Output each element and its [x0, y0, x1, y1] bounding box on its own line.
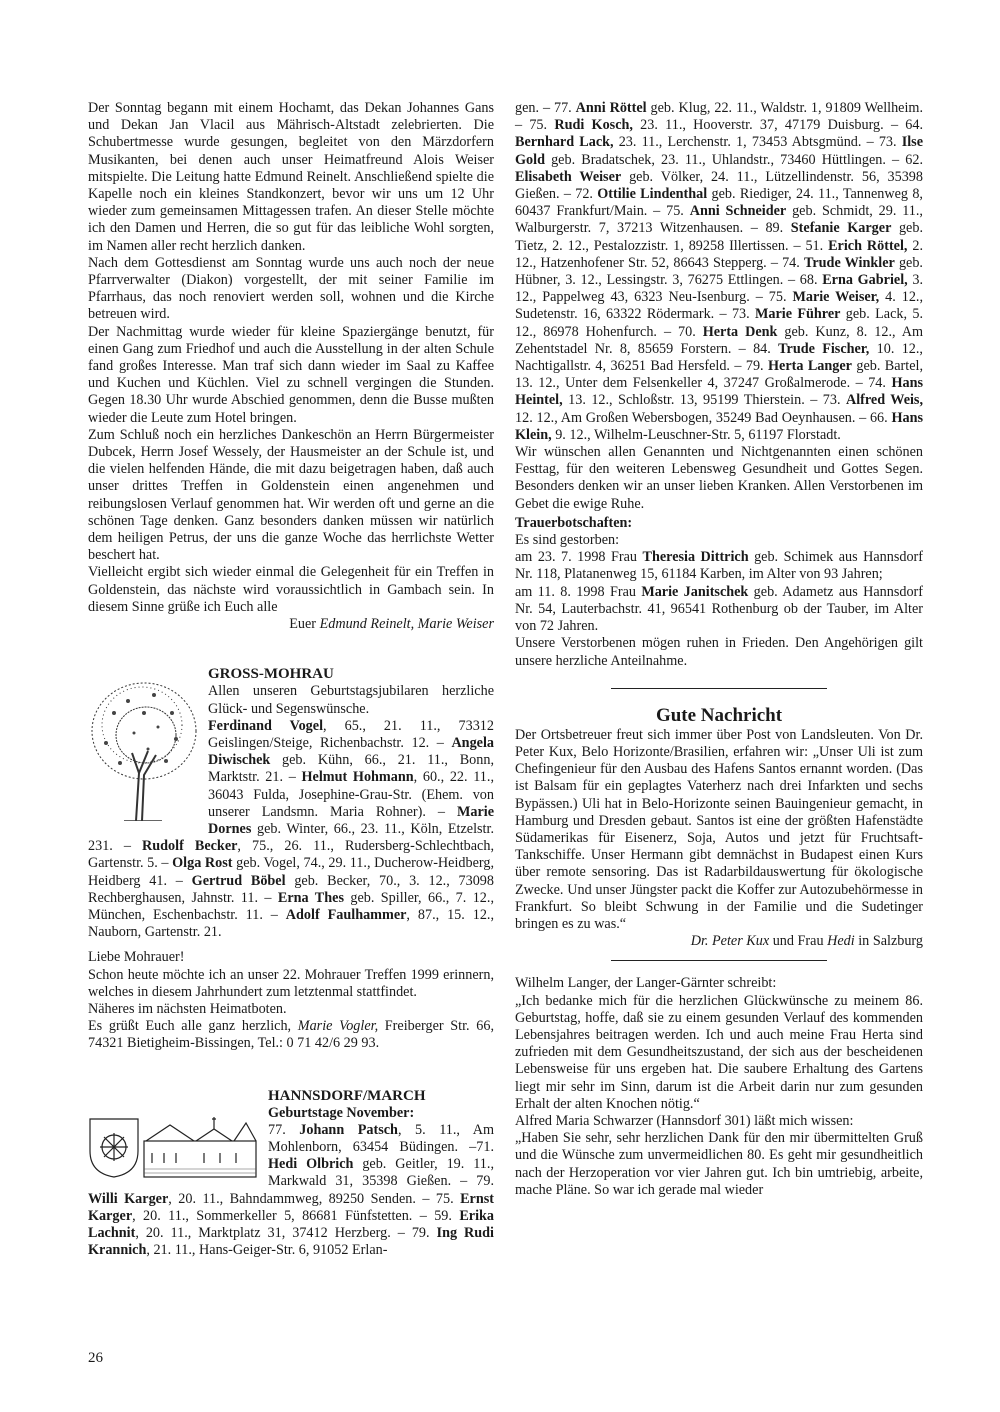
signature-prefix: Euer	[289, 616, 320, 633]
entry-details: , 21. 11., Hans-Geiger-Str. 6, 91052 Erlan-	[146, 1242, 388, 1259]
entry-details: geb. Lack, 5. 12., 86978 Hohenfurch. – 70.	[515, 306, 924, 340]
entry-name: Marie Dornes	[208, 803, 494, 837]
entry-name: Herta Denk	[702, 323, 778, 340]
entry-name: Erich Röttel,	[828, 237, 908, 254]
trauer-title: Trauerbotschaften:	[515, 514, 633, 531]
reunion-paragraph-1: Der Sonntag begann mit einem Hochamt, das Dekan Johannes Gans und Dekan Jan Vlacil aus Mährisch-Altstadt zelebrierten. Die Schubertmesse wurde gesungen, begleitet von den Märzdorfern Musikanten, bei denen auch unser Heimatfreund Alois Weiser mitspielte. Die Leitung hatte Edmund Reinelt. Anschließend spielte die Kapelle noch ein kleines Standkonzert, bevor wir uns um 12 Uhr wieder zum gemeinsamen Mittagessen trafen. An dieser Stelle möchte ich den Damen und Herren, die so gut für das leibliche Wohl sorgten, im Namen aller recht herzlich danken.	[88, 100, 494, 254]
reunion-paragraph-4: Zum Schluß noch ein herzliches Dankeschön an Herrn Bürgermeister Dubcek, Herrn Josef Wessely, der Hausmeister an der Schule ist, und die vielen helfenden Hände, die mit dazu beigetragen haben, daß auch unser drittes Treffen in Goldenstein einen angenehmen und reibungslosen Verlauf genommen hat. Wir werden oft und gerne an die schönen Tage denken. Ganz besonders danken müssen wir natürlich dem heiligen Petrus, der uns die ganze Woche das herrlichste Wetter beschert hat.	[88, 426, 494, 564]
gross-mohrau-intro: Allen unseren Geburtstagsjubilaren herzliche Glück- und Segenswünsche.	[208, 683, 494, 717]
reunion-signature	[88, 616, 494, 633]
entry-name: Alfred Weis,	[845, 392, 923, 409]
page-number: 26	[88, 1350, 103, 1366]
entry-details: geb. Bartel, 13. 12., Unter dem Felsenkeller 4, 37247 Großalmerode. – 74.	[515, 358, 923, 392]
entry-name: Anni Schneider	[689, 203, 787, 220]
signature-location: in Salzburg	[854, 933, 923, 950]
entry-details: 23. 11., Lerchenstr. 1, 73453 Abtsgmünd. – 73.	[613, 134, 902, 151]
entry-details: 2. 12., Hatzenhofener Str. 52, 86643 Stepperg. – 74.	[515, 237, 924, 271]
death-1-details: geb. Schimek aus Hannsdorf Nr. 118, Platanenweg 15, 61184 Karben, im Alter von 93 Jahren;	[515, 549, 923, 583]
entry-name: Ottilie Lindenthal	[597, 186, 708, 203]
greeting-text: Es grüßt Euch alle ganz herzlich,	[88, 1018, 298, 1035]
signature-name-2: Hedi	[827, 933, 855, 950]
entry-details: geb. Kühn, 66., 21. 11., Bonn, Marktstr. 21. –	[208, 752, 494, 786]
entry-name: Erika Lachnit	[88, 1207, 494, 1241]
gute-nachricht-title: Gute Nachricht	[655, 704, 783, 726]
condolence-paragraph: Unsere Verstorbenen mögen ruhen in Frieden. Den Angehörigen gilt unsere herzliche Anteilnahme.	[515, 635, 923, 669]
entry-details: geb. Vogel, 74., 29. 11., Ducherow-Heidberg, Heidberg 41. –	[88, 855, 495, 889]
death-1-date: am 23. 7. 1998 Frau	[515, 549, 643, 566]
death-2-name: Marie Janitschek	[641, 583, 749, 600]
entry-name: Ferdinand Vogel	[208, 717, 324, 734]
entry-details: 23. 11., Hooverstr. 37, 47179 Duisburg. – 64.	[632, 117, 924, 134]
schwarzer-quote: „Haben Sie sehr, sehr herzlichen Dank für den mir übermittelten Gruß und die Wünsche zum unvermeidlichen 80. Es geht mir gesundheitlich nach der Herzoperation vor vier Jahren gut. Ich bin umtriebig, arbeite, mache Pläne. So war ich gerade mal wieder	[515, 1130, 923, 1198]
reunion-paragraph-3: Der Nachmittag wurde wieder für kleine Spaziergänge benutzt, für einen Gang zum Friedhof und auch die Ausstellung in der alten Schule fand großes Interesse. Man traf sich dann wieder im Saal zu Kaffee und Kuchen und Küchlen. Viel zu schnell vergingen die Stunden. Gegen 18.30 Uhr wurde Abschied genommen, denn die Busse mußten wieder die Leute zum Hotel bringen.	[88, 323, 494, 426]
entry-details: 9. 12., Wilhelm-Leuschner-Str. 5, 61197 Florstadt.	[551, 426, 841, 443]
entry-name: Erna Gabriel,	[822, 272, 908, 289]
entry-age: 77.	[268, 1121, 300, 1138]
mohrauer-paragraph-3	[88, 1018, 494, 1052]
left-column	[88, 100, 494, 1259]
schwarzer-intro: Alfred Maria Schwarzer (Hannsdorf 301) läßt mich wissen:	[515, 1112, 854, 1129]
entry-name: Stefanie Karger	[790, 220, 892, 237]
entry-details: geb. Winter, 66., 23. 11., Köln, Etzelstr. 231. –	[88, 820, 494, 855]
entry-name: Gertrud Böbel	[191, 872, 286, 889]
entry-name: Ing Rudi Krannich	[88, 1224, 495, 1259]
entry-name: Trude Fischer,	[778, 340, 870, 357]
death-1-name: Theresia Dittrich	[642, 549, 749, 566]
entry-name: Helmut Hohmann	[301, 769, 414, 786]
reunion-paragraph-5: Vielleicht ergibt sich wieder einmal die Gelegenheit für ein Treffen in Goldenstein, das nächste wird voraussichtlich in Gambach sein. In diesem Sinne grüße ich Euch alle	[88, 564, 494, 615]
mohrauer-greeting: Liebe Mohrauer!	[88, 949, 185, 966]
signature-names: Edmund Reinelt, Marie Weiser	[319, 616, 494, 633]
entry-name: Hedi Olbrich	[268, 1156, 354, 1173]
birthday-list-continued	[515, 100, 923, 444]
entry-name: Angela Diwischek	[208, 734, 494, 769]
entry-details: , 60., 22. 11., 36043 Fulda, Josephine-Grau-Str. (Ehem. von unserer Landsmn. Maria Rohner). –	[208, 769, 494, 820]
entry-details: geb. Spiller, 66., 7. 12., München, Eschenbachstr. 11. –	[88, 889, 494, 923]
right-column	[515, 100, 923, 1199]
death-2-date: am 11. 8. 1998 Frau	[515, 583, 642, 600]
entry-details: geb. Riediger, 24. 11., Tannenweg 8, 60437 Frankfurt/Main. – 75.	[515, 186, 923, 220]
entry-name: Marie Führer	[755, 306, 841, 323]
entry-name: Rudi Kosch,	[554, 117, 633, 134]
entry-name: Rudolf Becker	[142, 838, 238, 855]
entry-name: Johann Patsch	[299, 1121, 398, 1138]
entry-details: geb. Bradatschek, 23. 11., Uhlandstr., 73460 Hüttlingen. – 62.	[544, 151, 923, 168]
mohrauer-paragraph-2: Näheres im nächsten Heimatboten.	[88, 1000, 287, 1017]
entry-details: geb. Klug, 22. 11., Waldstr. 1, 91809 Wellheim. – 75.	[515, 100, 923, 134]
coat-of-arms-and-town-illustration	[86, 1113, 262, 1179]
entry-name: Hans Klein,	[515, 409, 923, 443]
tree-illustration	[84, 673, 204, 821]
entry-details: , 20. 11., Bahndammweg, 89250 Senden. – 75.	[168, 1190, 461, 1207]
entry-name: Adolf Faulhammer	[285, 906, 407, 923]
hannsdorf-subtitle: Geburtstage November:	[268, 1104, 415, 1121]
entry-details: 13. 12., Schloßstr. 13, 95199 Thierstein. – 73.	[562, 392, 846, 409]
trauer-intro: Es sind gestorben:	[515, 532, 620, 549]
gute-nachricht-signature	[515, 933, 923, 950]
death-notice-2	[515, 584, 923, 636]
mohrauer-paragraph-1: Schon heute möchte ich an unser 22. Mohrauer Treffen 1999 erinnern, welches in diesem Jahrhundert zum letztenmal stattfindet.	[88, 966, 494, 1000]
entry-name: Anni Röttel	[575, 100, 647, 116]
hannsdorf-title: HANNSDORF/MARCH	[268, 1087, 426, 1104]
greeting-address: Freiberger Str. 66, 74321 Bietigheim-Bissingen, Tel.: 0 71 42/6 29 93.	[88, 1018, 494, 1052]
entry-name: Trude Winkler	[803, 254, 895, 271]
entry-details: geb. Kunz, 8. 12., Am Zehentstadel Nr. 8, 85659 Forstern. – 84.	[515, 323, 923, 357]
entry-details: , 5. 11., Am Mohlenborn, 63454 Büdingen. –71.	[268, 1121, 494, 1155]
gross-mohrau-title: GROSS-MOHRAU	[208, 666, 334, 683]
signature-name-1: Dr. Peter Kux	[690, 933, 770, 950]
entry-details: , 87., 15. 12., Nauborn, Gartenstr. 21.	[88, 906, 495, 941]
entry-details: geb. Geitler, 19. 11., Markwald 31, 35398 Gießen. – 79.	[268, 1156, 494, 1190]
langer-quote: „Ich bedanke mich für die herzlichen Glückwünsche zu meinem 86. Geburtstag, hoffe, daß sie zu einem gesunden Verlauf des kommenden Lebensjahres beitragen werden. Ich und auch meine Frau Herta sind zufrieden mit dem Gesundheitszustand, der sich aus der bescheidenen Lebensweise für uns ergeben hat. Die saubere Erhaltung des Gartens liegt mir sehr im Sinn, darum ist die Arbeit darin nur zum gesunden Erhalt der alten Knochen nötig.“	[515, 992, 923, 1112]
greeting-name: Marie Vogler,	[297, 1018, 379, 1035]
entry-details: 12. 12., Am Großen Webersbogen, 35249 Bad Oeynhausen. – 66.	[515, 409, 892, 426]
entry-details: geb. Völker, 24. 11., Lützellindenstr. 56, 35398 Gießen. – 72.	[515, 168, 923, 203]
hannsdorf-section	[88, 1087, 494, 1260]
death-notice-1	[515, 549, 923, 583]
langer-intro: Wilhelm Langer, der Langer-Gärnter schreibt:	[515, 975, 777, 992]
entry-details: , 75., 26. 11., Rudersberg-Schlechtbach, Gartenstr. 5. –	[88, 838, 494, 872]
entry-name: Elisabeth Weiser	[515, 168, 622, 185]
entry-name: Erna Thes	[277, 889, 344, 906]
entry-details: 3. 12., Pappelweg 43, 6323 Neu-Isenburg. – 75.	[515, 272, 924, 306]
entry-details: 4. 12., Sudetenstr. 16, 63322 Rödermark. – 73.	[515, 289, 924, 323]
list-prefix: gen. – 77.	[515, 100, 576, 116]
entry-details: 10. 12., Nachtigallstr. 4, 36251 Bad Hersfeld. – 79.	[515, 340, 923, 375]
entry-name: Ernst Karger	[88, 1190, 494, 1224]
entry-details: geb. Becker, 70., 3. 12., 73098 Rechberghausen, Jahnstr. 11. –	[88, 872, 494, 906]
entry-name: Bernhard Lack,	[515, 134, 614, 151]
gute-nachricht-paragraph: Der Ortsbetreuer freut sich immer über Post von Landsleuten. Von Dr. Peter Kux, Belo Horizonte/Brasilien, erfahren wir: „Unser Uli ist zum Chefingenieur für den Ausbau des Hafens Santos ernannt worden. (Das ist Balsam für ein geplagtes Vaterherz nach drei Infarkten und sechs Bypässen.) Uli hat in Belo-Horizonte seinen Bauingenieur gemacht, in Hamburg und Dresden gebaut. Santos ist eine der größten Hafenstädte Südamerikas für Eisenerz, Soja, Autos und jetzt für Fruchtsaft-Tankschiffe. Unser Hermann gibt demnächst in Budapest einen Kurs über remote sensoring. Das ist Radarbildauswertung für ökologische Zwecke. Und unser Jüngster packt die Koffer zur Autozubehörmesse in Frankfurt. So bleibt Schwung in der Familie und die Sudetinger bringen es zu was.“	[515, 726, 923, 932]
entry-details: geb. Schmidt, 29. 11., Walburgerstr. 7, 37213 Witzenhausen. – 89.	[515, 203, 923, 237]
entry-details: , 20. 11., Sommerkeller 5, 86681 Fünfstetten. – 59.	[132, 1207, 460, 1224]
death-2-details: geb. Adametz aus Hannsdorf Nr. 54, Lauterbachstr. 41, 96541 Rothenburg ob der Tauber, im Alter von 72 Jahren.	[515, 583, 923, 635]
entry-name: Willi Karger	[88, 1190, 169, 1207]
entry-details: geb. Hübner, 3. 12., Lessingstr. 3, 76275 Ettlingen. – 68.	[515, 254, 923, 289]
entry-name: Olga Rost	[172, 855, 233, 872]
entry-name: Marie Weiser,	[792, 289, 880, 306]
entry-name: Hans Heintel,	[515, 375, 923, 409]
reunion-paragraph-2: Nach dem Gottesdienst am Sonntag wurde uns auch noch der neue Pfarrverwalter (Diakon) vorgestellt, der mit seiner Familie im Pfarrhaus, das noch renoviert werden soll, wohnen und die Kirche betreuen wird.	[88, 254, 494, 323]
entry-name: Herta Langer	[767, 358, 852, 375]
entry-details: geb. Tietz, 2. 12., Pestalozzistr. 1, 89258 Illertissen. – 51.	[515, 220, 923, 254]
wishes-paragraph: Wir wünschen allen Genannten und Nichtgenannten einen schönen Festtag, für den weiteren Lebensweg Gesundheit und Gottes Segen. Besonders denken wir an unser lieben Kranken. Allen Verstorbenen im Gebet die ewige Ruhe.	[515, 444, 923, 512]
entry-details: , 20. 11., Marktplatz 31, 37412 Herzberg. – 79.	[135, 1224, 437, 1241]
entry-details: , 65., 21. 11., 73312 Geislingen/Steige, Richenbachstr. 12. –	[208, 717, 494, 751]
entry-name: Ilse Gold	[515, 134, 923, 168]
gross-mohrau-section	[88, 665, 494, 941]
signature-connector: und Frau	[769, 933, 828, 950]
